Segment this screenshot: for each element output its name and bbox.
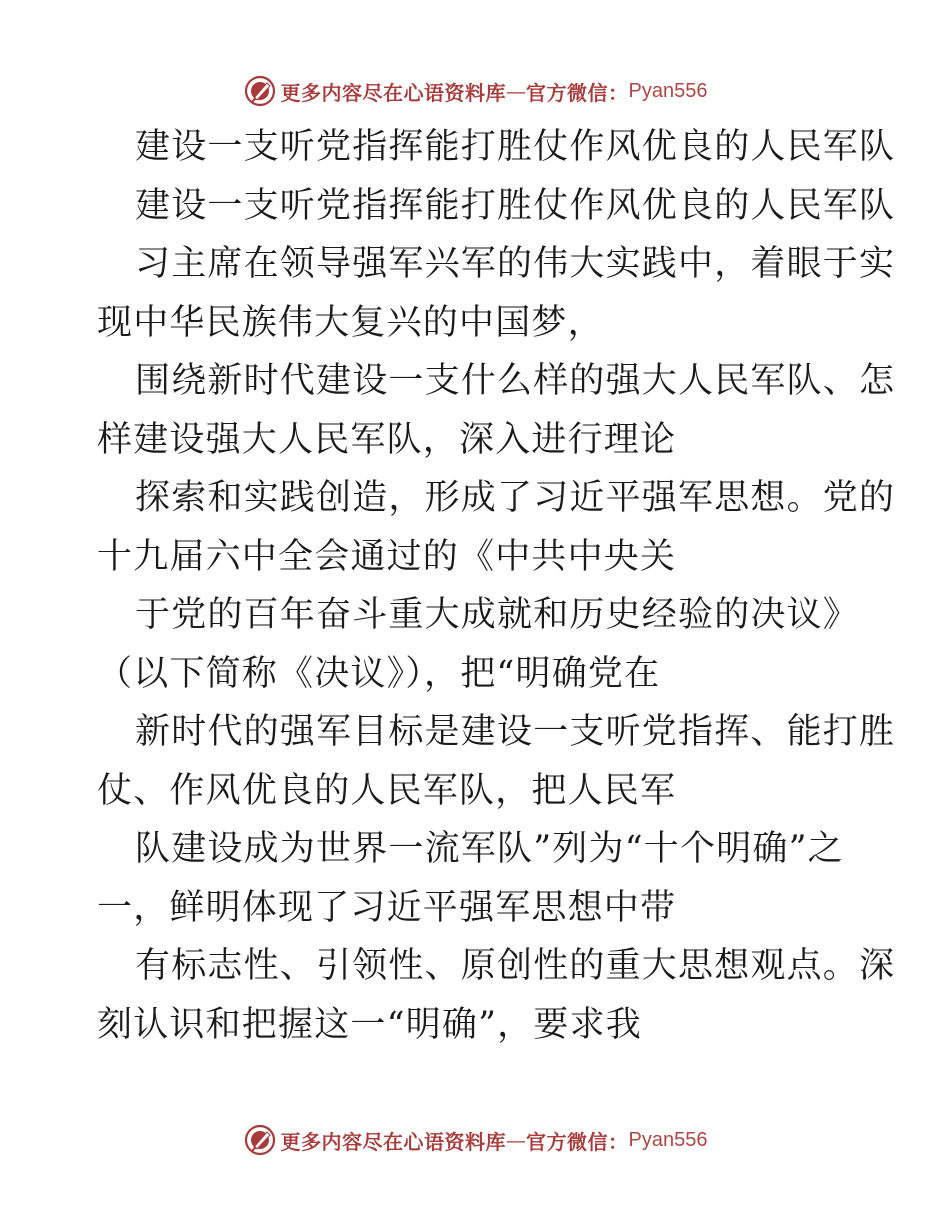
header-account-id: Pyan556: [628, 79, 708, 102]
text-line: 有标志性、引领性、原创性的重大思想观点。深: [135, 946, 896, 986]
footer-separator: —: [506, 1128, 527, 1152]
header-brand: 更多内容尽在心语资料库: [280, 80, 507, 105]
header-separator: —: [506, 79, 527, 103]
footer-account-id: Pyan556: [628, 1128, 708, 1151]
footer-banner: [0, 1120, 950, 1160]
text-line: 现中华民族伟大复兴的中国梦，: [97, 302, 604, 343]
text-line: 于党的百年奋斗重大成就和历史经验的决议》: [135, 595, 860, 635]
text-line: 一，鲜明体现了习近平强军思想中带: [97, 887, 677, 928]
text-line: 围绕新时代建设一支什么样的强大人民军队、怎: [135, 361, 896, 401]
text-line: （以下简称《决议》），把“明确党在: [97, 653, 661, 694]
document-body: [97, 118, 896, 1054]
header-banner: [0, 71, 950, 111]
text-line: 刻认识和把握这一“明确”，要求我: [97, 1004, 642, 1045]
pen-seal-icon: [243, 74, 277, 108]
text-line: 样建设强大人民军队，深入进行理论: [97, 419, 677, 460]
text-line: 探索和实践创造，形成了习近平强军思想。党的: [135, 478, 896, 518]
text-line: 建设一支听党指挥能打胜仗作风优良的人民军队: [135, 185, 896, 226]
header-account-label: 官方微信：: [526, 80, 629, 105]
pen-seal-icon: [243, 1123, 277, 1157]
text-line: 建设一支听党指挥能打胜仗作风优良的人民军队: [135, 127, 896, 167]
footer-brand: 更多内容尽在心语资料库: [280, 1129, 507, 1154]
footer-account-label: 官方微信：: [526, 1129, 629, 1154]
text-line: 队建设成为世界一流军队”列为“十个明确”之: [135, 829, 844, 869]
text-line: 十九届六中全会通过的《中共中央关: [97, 536, 677, 577]
text-line: 新时代的强军目标是建设一支听党指挥、能打胜: [135, 712, 896, 752]
text-line: 习主席在领导强军兴军的伟大实践中，着眼于实: [135, 244, 896, 284]
text-line: 仗、作风优良的人民军队，把人民军: [97, 770, 677, 811]
